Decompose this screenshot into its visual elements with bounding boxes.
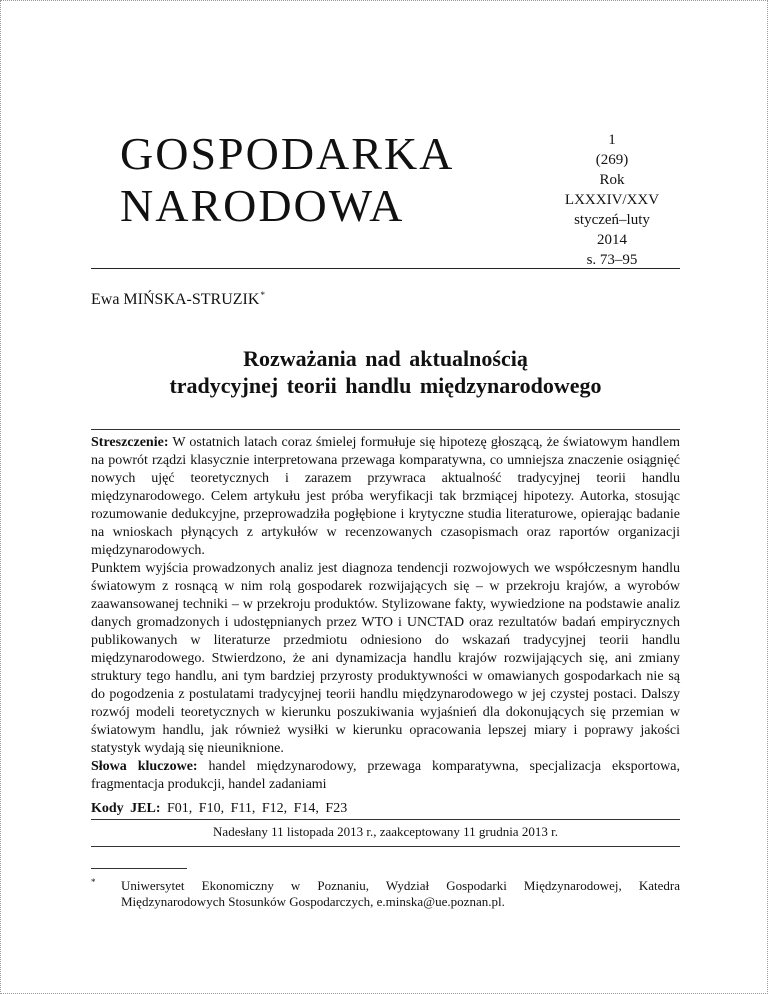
received-dates: Nadesłany 11 listopada 2013 r., zaakceptowany 11 grudnia 2013 r. (213, 824, 558, 839)
author-name: Ewa MIŃSKA-STRUZIK (91, 291, 260, 308)
abstract-divider (91, 429, 680, 430)
journal-title (120, 128, 454, 232)
issue-months: styczeń–luty (574, 212, 650, 228)
author-footnote-mark: * (260, 290, 265, 300)
abstract-text-1: W ostatnich latach coraz śmielej formułuje się hipotezę głoszącą, że światowym handlem na powrót rządzi klasycznie interpretowana przewaga komparatywna, co umniejsza znaczenie osiągnięć nowych ujęć teoretycznych i zarazem przywraca aktualność tradycyjnej teorii handlu międzynarodowego. Celem artykułu jest próba weryfikacji tak brzmiącej hipotezy. Autorka, stosując rozumowanie dedukcyjne, przeprowadziła pogłębione i krytyczne studia literaturowe, opierając badanie na wnioskach płynących z artykułów w recenzowanych czasopismach oraz raportów organizacji międzynarodowych. (91, 435, 680, 558)
abstract-paragraph-1 (91, 434, 680, 560)
author (91, 290, 265, 309)
issue-info (552, 130, 672, 270)
issue-year: 2014 (597, 232, 627, 248)
header-divider (91, 268, 680, 269)
footnote (91, 878, 680, 910)
jel-codes (91, 800, 680, 818)
issue-cumulative: (269) (595, 152, 629, 168)
keywords (91, 758, 680, 794)
footnote-text: Uniwersytet Ekonomiczny w Poznaniu, Wydział Gospodarki Międzynarodowej, Katedra Międzynarodowych Stosunków Gospodarczych, e.minska@ue.poznan.pl. (121, 878, 680, 909)
abstract (91, 434, 680, 758)
keywords-text: handel międzynarodowy, przewaga komparatywna, specjalizacja eksportowa, fragmentacja produkcji, handel zadaniami (91, 759, 681, 792)
issue-pages: s. 73–95 (586, 252, 638, 268)
jel-label: Kody JEL: (91, 801, 161, 816)
issue-number: 1 (608, 132, 616, 148)
journal-title-line2: NARODOWA (120, 180, 405, 231)
received-bottom-divider (91, 846, 680, 847)
jel-text: F01, F10, F11, F12, F14, F23 (167, 801, 348, 816)
article-title-line2: tradycyjnej teorii handlu międzynarodowego (169, 373, 602, 398)
issue-year-volume: Rok LXXXIV/XXV (564, 172, 660, 208)
keywords-label: Słowa kluczowe: (91, 759, 198, 774)
abstract-paragraph-2: Punktem wyjścia prowadzonych analiz jest diagnoza tendencji rozwojowych we współczesnym handlu światowym z rosnącą w nim rolą gospodarek rozwijających się – w przekroju krajów, a wyrobów zaawansowanej techniki – w przekroju produktów. Stylizowane fakty, wywiedzione na podstawie analiz danych gromadzonych i udostępnianych przez WTO i UNCTAD oraz rezultatów badań empirycznych publikowanych w literaturze przedmiotu odniesiono do wskazań tradycyjnej teorii handlu międzynarodowego. Stwierdzono, że ani dynamizacja handlu krajów rozwijających się, ani zmiany struktury tego handlu, ani tym bardziej przyrosty produktywności w omawianych gospodarkach nie są do pogodzenia z postulatami tradycyjnej teorii handlu międzynarodowego w jej czystej postaci. Dalszy rozwój modeli teoretycznych w kierunku poszukiwania wyjaśnień dla dokonujących się przemian w światowym handlu, jak również wysiłki w kierunku opracowania lepszej miary i poprawy jakości statystyk wydają się nieuniknione. (91, 561, 680, 756)
journal-title-line1: GOSPODARKA (120, 128, 455, 179)
footnote-divider (91, 868, 187, 869)
footnote-mark: * (91, 877, 96, 887)
article-title (91, 345, 680, 399)
abstract-label: Streszczenie: (91, 435, 169, 450)
received-top-divider (91, 819, 680, 820)
article-title-line1: Rozważania nad aktualnością (243, 346, 528, 371)
